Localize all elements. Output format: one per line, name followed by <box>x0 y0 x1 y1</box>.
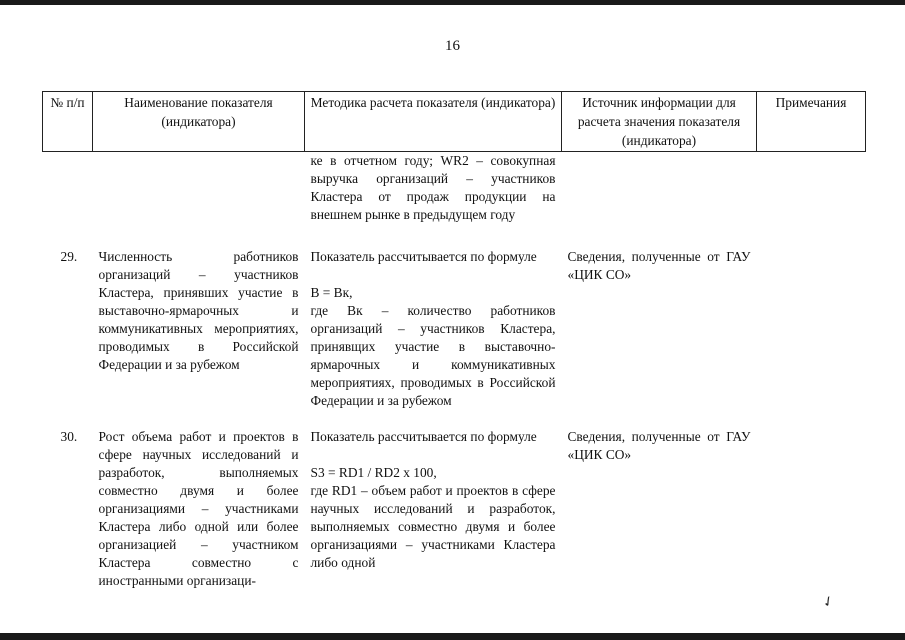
indicator-name: Рост объема работ и проектов в сфере научных исследований и разработок, выполняемых совместно двумя и более организациями – участниками Кластера либо одной или более организацией – участником Кластера совместно с иностранными организаци- <box>98 429 299 588</box>
table-row <box>43 248 866 410</box>
notes-cell <box>757 428 866 590</box>
continuation-row <box>43 152 866 225</box>
top-edge <box>0 0 905 5</box>
formula: S3 = RD1 / RD2 х 100, <box>310 465 437 480</box>
continuation-method: ке в отчетном году; WR2 – совокупная выручка организаций – участников Кластера от продаж продукции на внешнем рынке в предыдущем году <box>310 153 556 222</box>
method-intro: Показатель рассчитывается по формуле <box>310 429 537 444</box>
pen-mark: ✓ <box>820 593 838 612</box>
method-cell <box>305 248 562 410</box>
table-row <box>43 428 866 590</box>
formula: В = Вк, <box>310 285 353 300</box>
header-row <box>43 92 866 152</box>
header-num: № п/п <box>43 92 93 152</box>
indicators-table <box>42 91 866 590</box>
bottom-edge <box>0 633 905 640</box>
header-name: Наименование показателя (индикатора) <box>93 92 305 152</box>
method-cell <box>305 428 562 590</box>
method-intro: Показатель рассчитывается по формуле <box>310 249 537 264</box>
notes-cell <box>757 248 866 410</box>
method-text: где RD1 – объем работ и проектов в сфере научных исследований и разработок, выполняемых совместно двумя и более организациями – участниками Кластера либо одной <box>310 483 556 570</box>
method-text: где Вк – количество работников организаций – участников Кластера, принявщих участие в выставочно-ярмарочных и коммуникативных мероприятиях, проводимых в Российской Федерации и за рубежом <box>310 303 556 408</box>
page-number: 16 <box>445 38 460 54</box>
info-source: Сведения, полученные от ГАУ «ЦИК СО» <box>567 249 751 282</box>
info-source: Сведения, полученные от ГАУ «ЦИК СО» <box>567 429 751 462</box>
row-number: 30. <box>60 429 78 444</box>
row-number: 29. <box>60 249 78 264</box>
header-notes: Примечания <box>757 92 866 152</box>
header-method: Методика расчета показателя (индикатора) <box>305 92 562 152</box>
indicator-name: Численность работников организаций – участников Кластера, принявших участие в выставочно-ярмарочных и коммуникативных мероприятиях, проводимых в Российской Федерации и за рубежом <box>98 249 299 372</box>
header-source: Источник информации для расчета значения показателя (индикатора) <box>562 92 757 152</box>
